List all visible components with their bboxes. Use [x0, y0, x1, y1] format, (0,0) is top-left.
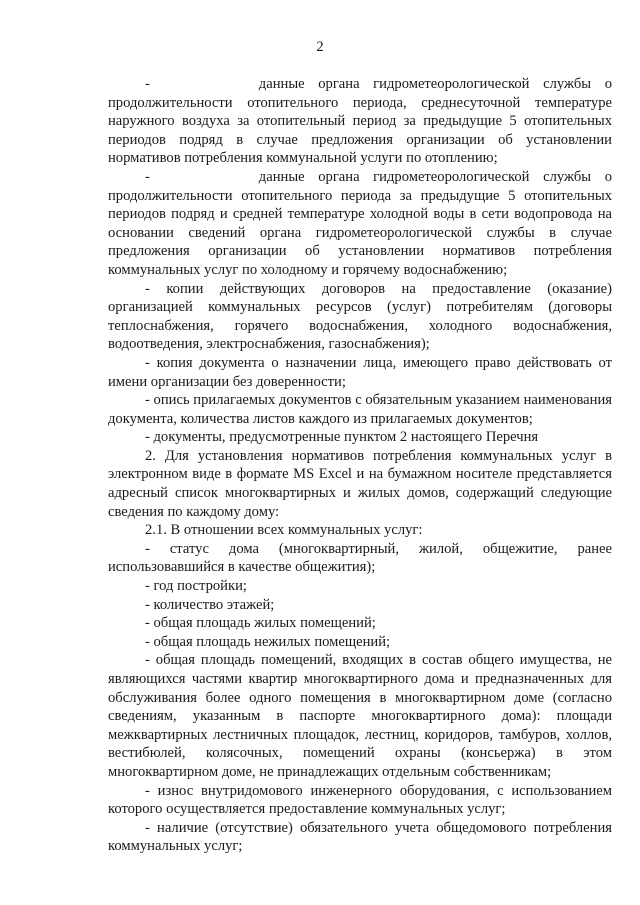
paragraph-hydromet-water-data: - данные органа гидрометеорологической службы о продолжительности отопительного периода за предыдущие 5 отопительных периодов подряд и средней температуре холодной воды в сети водопровода на основании сведений органа гидрометеорологической службы в случае предложения организации об установлении нормативов потребления коммунальных услуг по холодному и горячему водоснабжению;: [108, 168, 612, 278]
list-item-house-status: - статус дома (многоквартирный, жилой, общежитие, ранее использовавшийся в качестве общежития);: [108, 540, 612, 576]
list-item-residential-area: - общая площадь жилых помещений;: [145, 615, 376, 632]
list-item-floor-count: - количество этажей;: [145, 596, 275, 613]
list-item-metering-presence: - наличие (отсутствие) обязательного учета общедомового потребления коммунальных услуг;: [108, 819, 612, 855]
paragraph-hydromet-heating-data: - данные органа гидрометеорологической службы о продолжительности отопительного периода, среднесуточной температуре наружного воздуха за отопительный период за предыдущие 5 отопительных периодов подряд в случае предложения организации об установлении нормативов потребления коммунальной услуги по отоплению;: [108, 76, 612, 167]
paragraph-section-2-1-heading: 2.1. В отношении всех коммунальных услуг:: [145, 522, 423, 539]
document-body: [108, 75, 612, 856]
paragraph-appointment-document: - копия документа о назначении лица, имеющего право действовать от имени организации без доверенности;: [108, 354, 612, 390]
paragraph-section-2-intro: 2. Для установления нормативов потребления коммунальных услуг в электронном виде в формате MS Excel и на бумажном носителе представляется адресный список многоквартирных и жилых домов, содержащий следующие сведения по каждому дому:: [108, 447, 612, 520]
paragraph-documents-per-item-2: - документы, предусмотренные пунктом 2 настоящего Перечня: [145, 429, 539, 446]
list-item-non-residential-area: - общая площадь нежилых помещений;: [145, 633, 391, 650]
list-item-equipment-wear: - износ внутридомового инженерного оборудования, с использованием которого осуществляется предоставление коммунальных услуг;: [108, 782, 612, 818]
list-item-common-property-area: - общая площадь помещений, входящих в состав общего имущества, не являющихся частями квартир многоквартирного дома и предназначенных для обслуживания более одного помещения в многоквартирном доме (согласно сведениям, указанным в паспорте многоквартирного дома): площади межквартирных лестничных площадок, лестниц, коридоров, тамбуров, холлов, вестибюлей, колясочных, помещений охраны (консьержа) в этом многоквартирном доме, не принадлежащих отдельным собственникам;: [108, 652, 612, 780]
paragraph-document-inventory: - опись прилагаемых документов с обязательным указанием наименования документа, количества листов каждого из прилагаемых документов;: [108, 392, 612, 427]
paragraph-contract-copies: - копии действующих договоров на предоставление (оказание) организацией коммунальных ресурсов (услуг) потребителям (договоры теплоснабжения, горячего водоснабжения, холодного водоснабжения, водоотведения, электроснабжения, газоснабжения);: [108, 280, 612, 353]
page-number: 2: [316, 39, 324, 55]
list-item-construction-year: - год постройки;: [145, 578, 247, 595]
